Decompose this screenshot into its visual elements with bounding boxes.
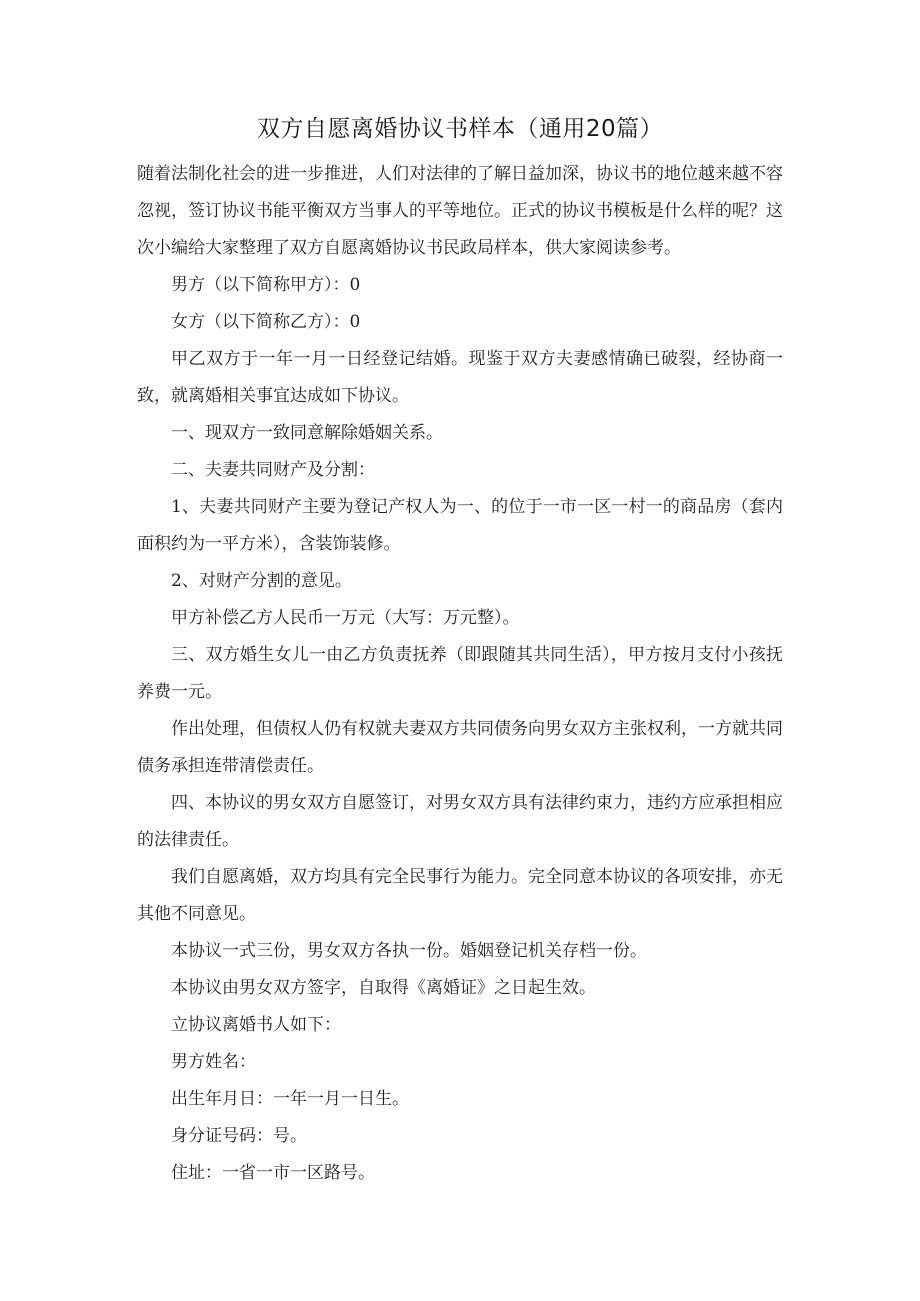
clause-2-heading: 二、夫妻共同财产及分割： bbox=[171, 460, 375, 480]
birth-date-field: 出生年月日：一年一月一日生。 bbox=[171, 1089, 409, 1109]
intro-paragraph: 随着法制化社会的进一步推进，人们对法律的了解日益加深，协议书的地位越来越不容忽视，签订协议书能平衡双方当事人的平等地位。正式的协议书模板是什么样的呢？这次小编给大家整理了双方自愿离婚协议书民政局样本，供大家阅读参考。 bbox=[137, 164, 783, 258]
wife-line: 女方（以下简称乙方）：0 bbox=[171, 312, 361, 332]
document-body bbox=[137, 156, 783, 1192]
clause-1: 一、现双方一致同意解除婚姻关系。 bbox=[171, 423, 443, 443]
clause-3: 三、双方婚生女儿一由乙方负责抚养（即跟随其共同生活），甲方按月支付小孩抚养费一元。 bbox=[137, 645, 783, 702]
debt-handling: 作出处理，但债权人仍有权就夫妻双方共同债务向男女双方主张权利，一方就共同债务承担连带清偿责任。 bbox=[137, 719, 783, 776]
address-field: 住址：一省一市一区路号。 bbox=[171, 1163, 375, 1183]
husband-name-field: 男方姓名： bbox=[171, 1052, 256, 1072]
voluntary-statement: 我们自愿离婚，双方均具有完全民事行为能力。完全同意本协议的各项安排，亦无其他不同意见。 bbox=[137, 867, 783, 924]
compensation-line: 甲方补偿乙方人民币一万元（大写：万元整）。 bbox=[171, 608, 520, 628]
clause-2-item-2: 2、对财产分割的意见。 bbox=[171, 571, 352, 591]
document-title: 双方自愿离婚协议书样本（通用20篇） bbox=[256, 116, 664, 142]
husband-line: 男方（以下简称甲方）：0 bbox=[171, 275, 361, 295]
signatories-heading: 立协议离婚书人如下： bbox=[171, 1015, 341, 1035]
marriage-statement: 甲乙双方于一年一月一日经登记结婚。现鉴于双方夫妻感情确已破裂，经协商一致，就离婚相关事宜达成如下协议。 bbox=[137, 349, 783, 406]
copies-line: 本协议一式三份，男女双方各执一份。婚姻登记机关存档一份。 bbox=[171, 941, 647, 961]
id-number-field: 身分证号码：号。 bbox=[171, 1126, 307, 1146]
clause-2-item-1: 1、夫妻共同财产主要为登记产权人为一、的位于一市一区一村一的商品房（套内面积约为一平方米），含装饰装修。 bbox=[137, 497, 783, 554]
clause-4: 四、本协议的男女双方自愿签订，对男女双方具有法律约束力，违约方应承担相应的法律责任。 bbox=[137, 793, 783, 850]
effective-line: 本协议由男女双方签字，自取得《离婚证》之日起生效。 bbox=[171, 978, 596, 998]
